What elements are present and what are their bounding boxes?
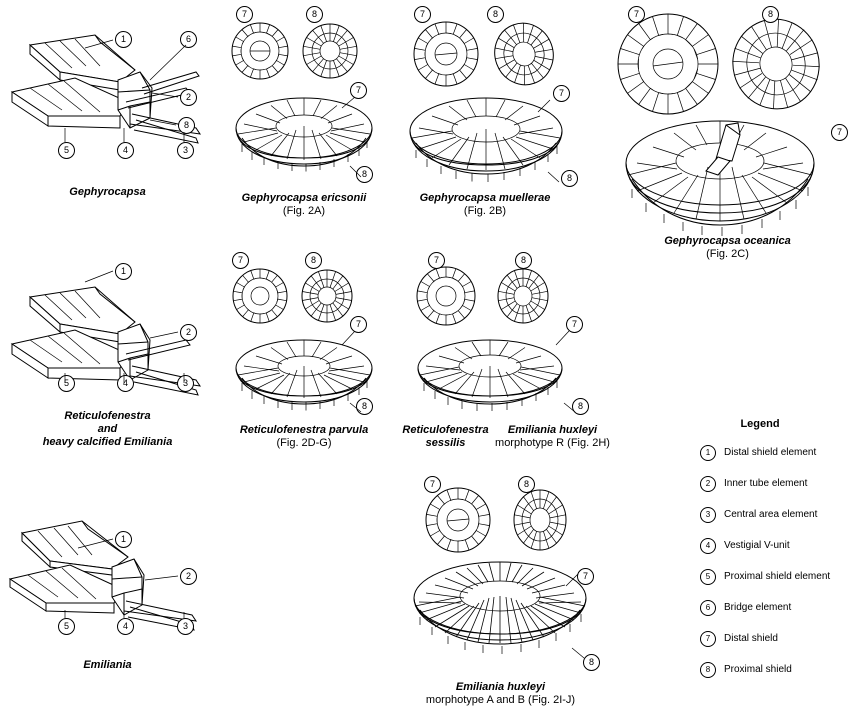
legend-item-label: Central area element	[724, 509, 818, 520]
caption-sub: morphotype A and B (Fig. 2I-J)	[425, 694, 576, 706]
callout-2: 2	[180, 324, 197, 341]
callout-4: 4	[117, 618, 134, 635]
caption-text: Reticulofenestra	[402, 424, 489, 436]
panel-10-leaders	[400, 470, 600, 670]
caption-gephyrocapsa-ericsonii	[218, 192, 390, 218]
callout-7-small-disc: 7	[628, 6, 645, 23]
callout-8: 8	[178, 117, 195, 134]
caption-gephyrocapsa-oceanica	[605, 235, 850, 261]
caption-text: Reticulofenestra	[64, 410, 151, 422]
callout-1: 1	[115, 31, 132, 48]
callout-1: 1	[115, 263, 132, 280]
caption-sub: (Fig. 2C)	[706, 248, 749, 260]
legend-item-label: Bridge element	[724, 602, 792, 613]
legend-item-label: Distal shield element	[724, 447, 817, 458]
legend-bullet-icon: 3	[700, 507, 716, 523]
legend-item-label: Vestigial V-unit	[724, 540, 790, 551]
callout-5: 5	[58, 142, 75, 159]
callout-7-small-disc: 7	[428, 252, 445, 269]
callout-5: 5	[58, 618, 75, 635]
caption-text: Emiliania huxleyi	[455, 681, 546, 693]
panel-6-leaders	[222, 255, 387, 430]
legend-item-label: Proximal shield element	[724, 571, 831, 582]
callout-7-small-disc: 7	[236, 6, 253, 23]
callout-8-3d: 8	[572, 398, 589, 415]
callout-8-3d: 8	[583, 654, 600, 671]
caption-text-2: heavy calcified Emiliania	[42, 436, 173, 448]
legend-item-label: Distal shield	[724, 633, 778, 644]
callout-7-3d: 7	[553, 85, 570, 102]
legend-bullet-icon: 2	[700, 476, 716, 492]
legend-item-label: Inner tube element	[724, 478, 808, 489]
callout-7-3d: 7	[577, 568, 594, 585]
callout-2: 2	[180, 568, 197, 585]
caption-gephyrocapsa-schematic	[0, 186, 215, 199]
legend-bullet-icon: 6	[700, 600, 716, 616]
callout-7-small-disc: 7	[414, 6, 431, 23]
callout-8-small-disc: 8	[762, 6, 779, 23]
caption-emiliania-huxleyi-ab	[393, 681, 608, 707]
caption-sub: (Fig. 2A)	[282, 205, 326, 217]
caption-reticulofenestra-schematic	[0, 410, 215, 449]
callout-7-small-disc: 7	[232, 252, 249, 269]
caption-and: and	[97, 423, 118, 435]
callout-8-small-disc: 8	[487, 6, 504, 23]
callout-7-3d: 7	[566, 316, 583, 333]
caption-text-2: sessilis	[425, 437, 466, 449]
callout-3: 3	[177, 618, 194, 635]
caption-text: Gephyrocapsa oceanica	[664, 235, 791, 247]
caption-reticulofenestra-sessilis	[398, 424, 493, 450]
caption-text: Gephyrocapsa muellerae	[419, 192, 551, 204]
legend-bullet-icon: 4	[700, 538, 716, 554]
caption-emiliania-schematic	[0, 659, 215, 672]
panel-5-leaders	[0, 255, 215, 435]
callout-8-small-disc: 8	[305, 252, 322, 269]
callout-4: 4	[117, 142, 134, 159]
panel-9-leaders	[0, 500, 215, 670]
callout-1: 1	[115, 531, 132, 548]
panel-3-leaders	[398, 0, 573, 195]
callout-3: 3	[177, 375, 194, 392]
callout-5: 5	[58, 375, 75, 392]
callout-8-small-disc: 8	[515, 252, 532, 269]
callout-6: 6	[180, 31, 197, 48]
panel-2-leaders	[222, 0, 387, 190]
callout-2: 2	[180, 89, 197, 106]
caption-text: Gephyrocapsa	[69, 186, 146, 198]
caption-sub: (Fig. 2B)	[463, 205, 507, 217]
callout-7-3d: 7	[350, 82, 367, 99]
legend-item-label: Proximal shield	[724, 664, 792, 675]
callout-8-3d: 8	[356, 166, 373, 183]
caption-text: Reticulofenestra parvula	[239, 424, 369, 436]
caption-sub: (Fig. 2D-G)	[276, 437, 332, 449]
callout-3: 3	[177, 142, 194, 159]
callout-8-small-disc: 8	[306, 6, 323, 23]
callout-8-3d: 8	[561, 170, 578, 187]
caption-text: Gephyrocapsa ericsonii	[241, 192, 367, 204]
callout-4: 4	[117, 375, 134, 392]
legend-bullet-icon: 5	[700, 569, 716, 585]
panel-gephyrocapsa-oceanica	[608, 6, 848, 246]
panel-1-leaders	[0, 0, 215, 180]
legend-title: Legend	[740, 418, 780, 430]
legend-bullet-icon: 1	[700, 445, 716, 461]
caption-text: Emiliania huxleyi	[507, 424, 598, 436]
panel-7-leaders	[398, 255, 593, 430]
callout-8-3d: 8	[356, 398, 373, 415]
caption-gephyrocapsa-muellerae	[392, 192, 578, 218]
legend-bullet-icon: 8	[700, 662, 716, 678]
callout-7-3d: 7	[831, 124, 848, 141]
caption-sub: morphotype R (Fig. 2H)	[495, 437, 610, 449]
caption-text: Emiliania	[83, 659, 132, 671]
callout-7-small-disc: 7	[424, 476, 441, 493]
caption-reticulofenestra-parvula	[218, 424, 390, 450]
callout-8-small-disc: 8	[518, 476, 535, 493]
caption-emiliania-huxleyi-r	[490, 424, 615, 450]
callout-7-3d: 7	[350, 316, 367, 333]
legend-bullet-icon: 7	[700, 631, 716, 647]
